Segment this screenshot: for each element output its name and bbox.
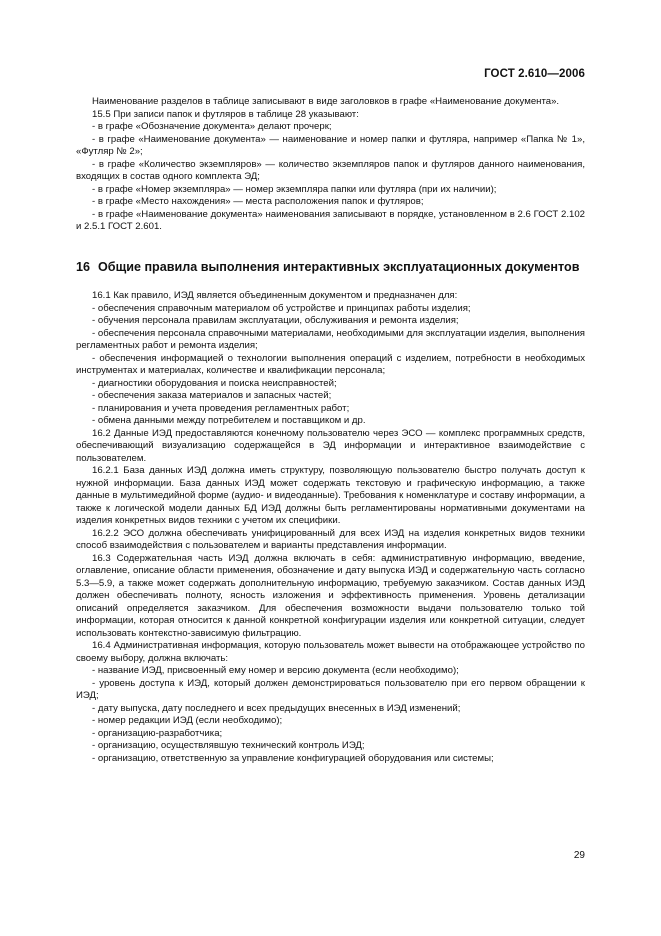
list-item: - обеспечения заказа материалов и запасных частей; (92, 390, 332, 401)
list-item: - номер редакции ИЭД (если необходимо); (92, 715, 283, 726)
list-item: - обучения персонала правилам эксплуатации, обслуживания и ремонта изделия; (92, 315, 459, 326)
list-item: - организацию, осуществлявшую технический контроль ИЭД; (92, 740, 365, 751)
list-item: - в графе «Наименование документа» — наименование и номер папки и футляра, например «Папка № 1», «Футляр № 2»; (76, 133, 585, 157)
list-item: - обеспечения справочным материалом об устройстве и принципах работы изделия; (92, 302, 471, 314)
list-item: - в графе «Количество экземпляров» — количество экземпляров папок и футляров данного наименования, входящих в состав одного комплекта ЭД; (76, 158, 585, 182)
section-16-heading (76, 260, 585, 276)
clause-16-2-1: 16.2.1 База данных ИЭД должна иметь структуру, позволяющую пользователю быстро получать доступ к нужной информации. База данных ИЭД может содержать текстовую и графическую информацию, а также данные в мультимедийной форме (аудио- и видеоданные). Требования к номенклатуре и составу информации, а также к логической модели данных БД ИЭД должны быть регламентированы нормативными документами на изделия конкретных видов техники с учетом их специфики. (76, 465, 585, 526)
document-body (76, 96, 585, 765)
clause-15-5: 15.5 При записи папок и футляров в таблице 28 указывают: (92, 108, 359, 120)
clause-16-4: 16.4 Административная информация, которую пользователь может вывести на отображающее устройство по своему выбору, должна включать: (76, 640, 585, 664)
paragraph: Наименование разделов в таблице записывают в виде заголовков в графе «Наименование документа». (92, 96, 560, 107)
list-item: - обмена данными между потребителем и поставщиком и др. (92, 415, 366, 426)
list-item: - планирования и учета проведения регламентных работ; (92, 402, 350, 414)
clause-16-1: 16.1 Как правило, ИЭД является объединенным документом и предназначен для: (92, 290, 458, 301)
list-item: - организацию-разработчика; (92, 727, 223, 739)
list-item: - в графе «Номер экземпляра» — номер экземпляра папки или футляра (при их наличии); (92, 183, 497, 195)
list-item: - в графе «Наименование документа» наименования записывают в порядке, установленном в 2.6 ГОСТ 2.102 и 2.5.1 ГОСТ 2.601. (76, 208, 585, 232)
clause-16-2: 16.2 Данные ИЭД предоставляются конечному пользователю через ЭСО — комплекс программных средств, обеспечивающий визуализацию содержащейся в ЭД информации и интерактивное взаимодействие с пользователем. (76, 427, 585, 464)
list-item: - обеспечения информацией о технологии выполнения операций с изделием, потребности в необходимых инструментах и материалах, количестве и квалификации персонала; (76, 352, 585, 376)
list-item: - организацию, ответственную за управление конфигурацией оборудования или системы; (92, 752, 494, 764)
page-header-standard-id: ГОСТ 2.610—2006 (484, 68, 585, 80)
list-item: - название ИЭД, присвоенный ему номер и версию документа (если необходимо); (92, 665, 459, 676)
section-number: 16 (76, 259, 91, 274)
clause-16-3: 16.3 Содержательная часть ИЭД должна включать в себя: административную информацию, введение, оглавление, описание области применения, обозначение и дату выпуска ИЭД и содержательную часть согласно 5.3—5.9, а также может содержать дополнительную информацию, требуемую заказчиком. Состав данных ИЭД должен обеспечивать полноту, ясность изложения и эффективность применения. Уровень детализации описаний определяется заказчиком. Для обеспечения возможности выдачи пользователю только той информации, которая относится к данной конкретной конфигурации изделия или конкретной ситуации, следует использовать контекстно-зависимую фильтрацию. (76, 552, 585, 639)
list-item: - уровень доступа к ИЭД, который должен демонстрироваться пользователю при его первом обращении к ИЭД; (76, 677, 585, 701)
list-item: - в графе «Место нахождения» — места расположения папок и футляров; (92, 196, 424, 207)
list-item: - в графе «Обозначение документа» делают прочерк; (92, 121, 332, 132)
list-item: - обеспечения персонала справочными материалами, необходимыми для эксплуатации изделия, выполнения регламентных работ и ремонта изделия; (76, 327, 585, 351)
list-item: - дату выпуска, дату последнего и всех предыдущих внесенных в ИЭД изменений; (92, 702, 461, 714)
list-item: - диагностики оборудования и поиска неисправностей; (92, 377, 337, 389)
page-number: 29 (573, 850, 585, 861)
clause-16-2-2: 16.2.2 ЭСО должна обеспечивать унифицированный для всех ИЭД на изделия конкретных видов техники способ взаимодействия с пользователем и варианты представления информации. (76, 527, 585, 551)
section-title: Общие правила выполнения интерактивных эксплуатационных документов (98, 259, 580, 274)
